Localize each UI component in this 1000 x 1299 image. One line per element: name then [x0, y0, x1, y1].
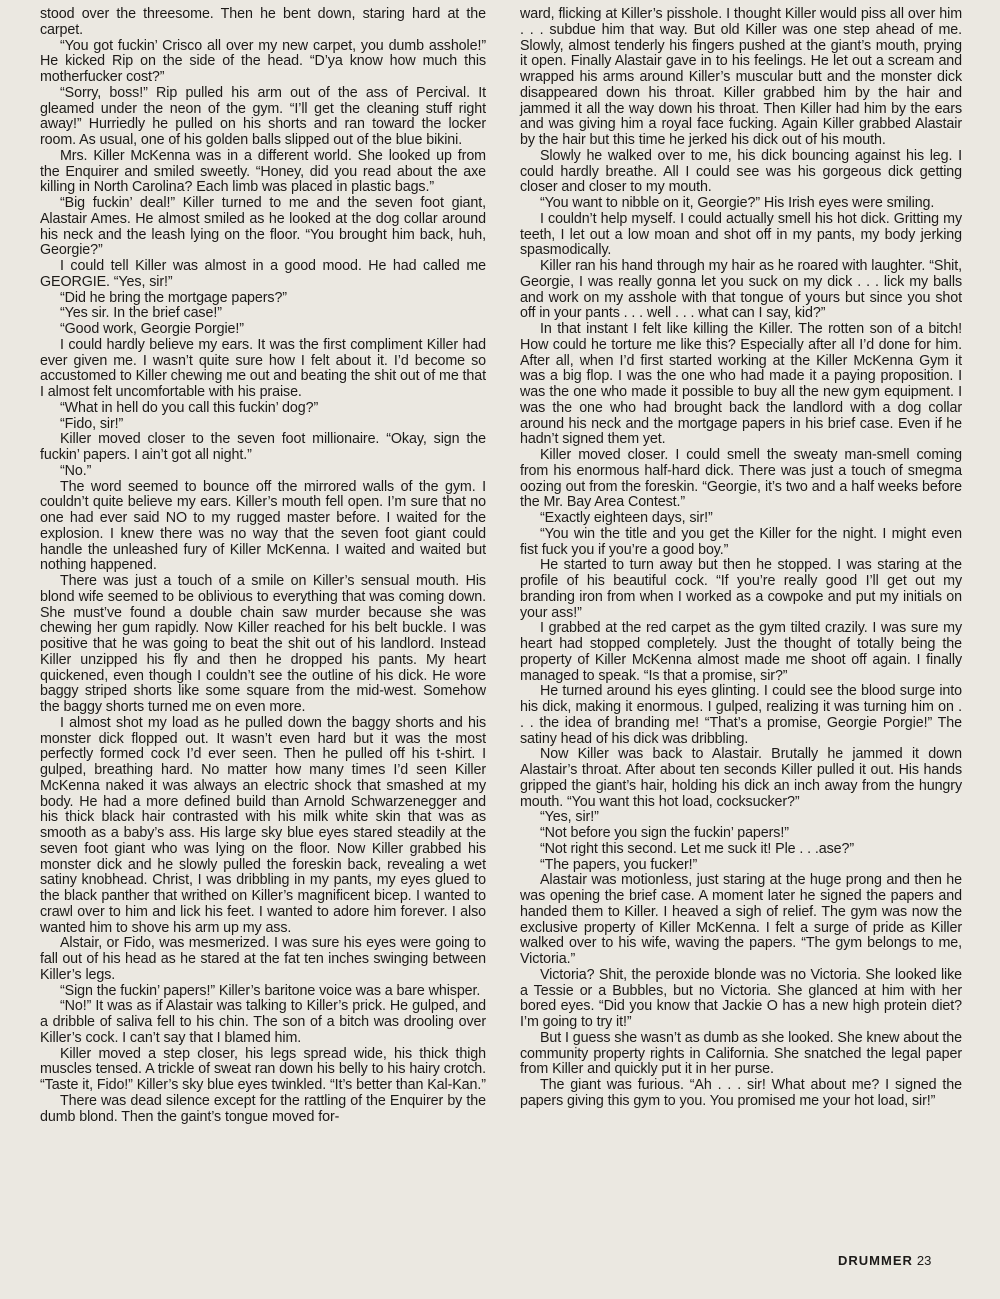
- paragraph: “Fido, sir!”: [60, 415, 124, 432]
- paragraph: “You win the title and you get the Killer for the night. I might even fist fuck you if you’re a good boy.”: [520, 525, 962, 558]
- paragraph: There was dead silence except for the rattling of the Enquirer by the dumb blond. Then the gaint’s tongue moved for-: [40, 1092, 486, 1125]
- paragraph: He started to turn away but then he stopped. I was staring at the profile of his beautiful cock. “If you’re really good I’ll get out my branding iron from when I worked as a cowpoke and put my initials on your ass!”: [520, 557, 962, 621]
- paragraph: “What in hell do you call this fuckin’ dog?”: [60, 399, 319, 416]
- paragraph: I grabbed at the red carpet as the gym tilted crazily. I was sure my heart had stopped completely. Just the thought of totally being the property of Killer McKenna almost made me shoot off again. I finally managed to speak. “Is that a promise, sir?”: [520, 620, 962, 684]
- paragraph: But I guess she wasn’t as dumb as she looked. She knew about the community property rights in California. She snatched the legal paper from Killer and quickly put it in her purse.: [520, 1029, 962, 1078]
- paragraph: “Not before you sign the fuckin’ papers!”: [540, 825, 789, 841]
- paragraph: The word seemed to bounce off the mirrored walls of the gym. I couldn’t quite believe my ears. Killer’s mouth fell open. I’m sure that no one had ever said NO to my rugged master before. I waited for the explosion. I knew there was no way that the seven foot giant could handle the unleashed fury of Killer McKenna. I waited and waited but nothing happened.: [40, 478, 486, 574]
- paragraph: I could tell Killer was almost in a good mood. He had called me GEORGIE. “Yes, sir!”: [40, 258, 486, 290]
- paragraph: He turned around his eyes glinting. I could see the blood surge into his dick, making it enormous. I gulped, realizing it was turning him on . . . the idea of branding me! “That’s a promise, Georgie Porgie!” The satiny head of his dick was dribbling.: [520, 683, 962, 747]
- paragraph: “No!” It was as if Alastair was talking to Killer’s prick. He gulped, and a dribble of saliva fell to his chin. The son of a bitch was drooling over Killer’s cock. I can’t say that I blamed him.: [40, 998, 486, 1046]
- text-column-left: [40, 7, 486, 1125]
- paragraph: Slowly he walked over to me, his dick bouncing against his leg. I could hardly breathe. All I could see was his gorgeous dick getting closer and closer to my mouth.: [520, 147, 962, 196]
- paragraph: Killer moved a step closer, his legs spread wide, his thick thigh muscles tensed. A trickle of sweat ran down his belly to his hairy crotch. “Taste it, Fido!” Killer’s sky blue eyes twinkled. “It’s better than Kal-Kan.”: [40, 1045, 486, 1093]
- paragraph: Killer moved closer. I could smell the sweaty man-smell coming from his enormous half-hard dick. There was just a touch of smegma oozing out from the foreskin. “Georgie, it’s two and a half weeks before the Mr. Bay Area Contest.”: [520, 447, 962, 511]
- paragraph: “The papers, you fucker!”: [540, 856, 698, 873]
- paragraph: In that instant I felt like killing the Killer. The rotten son of a bitch! How could he torture me like this? Especially after all I’d done for him. After all, when I’d first started working at the Killer McKenna Gym it was a big flop. I was the one who had made it a paying proposition. I was the one who made it possible to buy all the new gym equipment. I was the one who had brought back the landlord with a dog collar around his neck and the mortgage papers in his brief case. Even if he hadn’t signed them yet.: [520, 321, 962, 448]
- paragraph: I couldn’t help myself. I could actually smell his hot dick. Gritting my teeth, I let out a low moan and shot off in my pants, my body jerking spasmodically.: [520, 210, 962, 259]
- paragraph: “You got fuckin’ Crisco all over my new carpet, you dumb asshole!” He kicked Rip on the side of the head. “D’ya know how much this motherfucker cost?”: [40, 37, 486, 85]
- paragraph: Now Killer was back to Alastair. Brutally he jammed it down Alastair’s throat. After about ten seconds Killer pulled it out. His hands gripped the giant’s hair, holding his dick an inch away from the hungry mouth. “You want this hot load, cocksucker?”: [520, 746, 962, 810]
- paragraph: Mrs. Killer McKenna was in a different world. She looked up from the Enquirer and smiled sweetly. “Honey, did you read about the axe killing in North Carolina? Each limb was placed in plastic bags.”: [40, 147, 486, 196]
- paragraph: “Sorry, boss!” Rip pulled his arm out of the ass of Percival. It gleamed under the neon of the gym. “I’ll get the cleaning stuff right away!” Hurriedly he pulled on his shorts and ran toward the locker room. As usual, one of his golden balls slipped out of the blue bikini.: [40, 84, 486, 148]
- paragraph: Killer ran his hand through my hair as he roared with laughter. “Shit, Georgie, I was really gonna let you suck on my dick . . . lick my balls and work on my asshole with that tongue of yours but since you shot off in your pants . . . well . . . what can I say, kid?”: [520, 258, 962, 322]
- paragraph: Victoria? Shit, the peroxide blonde was no Victoria. She looked like a Tessie or a Bubbles, but no Victoria. She glanced at him with her bored eyes. “Did you know that Jackie O has a new high protein diet? I’m going to try it!”: [520, 966, 962, 1030]
- paragraph: “You want to nibble on it, Georgie?” His Irish eyes were smiling.: [540, 195, 935, 211]
- paragraph: I could hardly believe my ears. It was the first compliment Killer had ever given me. I wasn’t quite sure how I felt about it. I’d become so accustomed to Killer chewing me out and beating the shit out of me that I almost felt uncomfortable with his praise.: [40, 336, 486, 400]
- paragraph: “Good work, Georgie Porgie!”: [60, 321, 244, 337]
- page-number: 23: [916, 1253, 932, 1268]
- paragraph: “Exactly eighteen days, sir!”: [540, 510, 713, 526]
- magazine-name: DRUMMER: [838, 1253, 913, 1268]
- paragraph: I almost shot my load as he pulled down the baggy shorts and his monster dick flopped out. It wasn’t even hard but it was the most perfectly formed cock I’d ever seen. Then he pulled off his t-shirt. I gulped, breathing hard. No matter how many times I’d seen Killer McKenna naked it was always an electric shock that smashed at my body. He had a more defined build than Arnold Schwarzenegger and his thick black hair contrasted with his milk white skin that was as smooth as a baby’s ass. His large sky blue eyes stared steadily at the seven foot giant who was lying on the floor. Now Killer grabbed his monster dick and he slowly pulled the foreskin back, revealing a wet satiny knobhead. Christ, I was dribbling in my pants, my eyes glued to the black panther that writhed on Killer’s magnificent bicep. I wanted to crawl over to him and lick his feet. I wanted to adore him forever. I also wanted him to shove his arm up my ass.: [40, 714, 486, 936]
- paragraph: Killer moved closer to the seven foot millionaire. “Okay, sign the fuckin’ papers. I ain’t got all night.”: [40, 431, 486, 463]
- paragraph: “No.”: [60, 462, 92, 479]
- paragraph: “Not right this second. Let me suck it! Ple . . .ase?”: [540, 840, 855, 857]
- paragraph: The giant was furious. “Ah . . . sir! What about me? I signed the papers giving this gym to you. You promised me your hot load, sir!”: [520, 1077, 962, 1109]
- paragraph: “Big fuckin’ deal!” Killer turned to me and the seven foot giant, Alastair Ames. He almost smiled as he looked at the dog collar around his neck and the leash lying on the floor. “You brought him back, huh, Georgie?”: [40, 195, 486, 259]
- paragraph: stood over the threesome. Then he bent down, staring hard at the carpet.: [40, 6, 486, 38]
- paragraph: Alstair, or Fido, was mesmerized. I was sure his eyes were going to fall out of his head as he stared at the fat ten inches swinging between Killer’s legs.: [40, 935, 486, 983]
- paragraph: “Did he bring the mortgage papers?”: [60, 289, 287, 306]
- paragraph: ward, flicking at Killer’s pisshole. I thought Killer would piss all over him . . . subdue him that way. But old Killer was one step ahead of me. Slowly, almost tenderly his fingers pushed at the giant’s mouth, prying it open. Finally Alastair gave in to his feelings. He let out a scream and wrapped his arms around Killer’s muscular butt and the monster dick disappeared down his throat. Killer grabbed him by the hair and jammed it all the way down his throat. Then Killer had him by the ears and was giving him a royal face fucking. Again Killer grabbed Alastair by the hair but this time he jerked his dick out of his mouth.: [520, 6, 962, 148]
- paragraph: “Yes, sir!”: [540, 809, 599, 826]
- paragraph: There was just a touch of a smile on Killer’s sensual mouth. His blond wife seemed to be oblivious to everything that was coming down. She must’ve found a double chain saw murder because she was chewing her gum rapidly. Now Killer reached for his belt buckle. I was positive that he was going to beat the shit out of his landlord. Instead Killer unzipped his fly and then he dropped his pants. My heart quickened, even though I couldn’t see the outline of his dick. He wore baggy striped shorts like some square from the mid-west. Somehow the baggy shorts turned me on even more.: [40, 573, 486, 715]
- page-footer: [838, 1253, 931, 1268]
- paragraph: Alastair was motionless, just staring at the huge prong and then he was opening the brief case. A moment later he signed the papers and handed them to Killer. I heaved a sigh of relief. The gym was now the exclusive property of Killer McKenna. I felt a surge of pride as Killer walked over to his wife, waving the papers. “The gym belongs to me, Victoria.”: [520, 872, 962, 967]
- text-column-right: [520, 7, 962, 1110]
- paragraph: “Sign the fuckin’ papers!” Killer’s baritone voice was a bare whisper.: [60, 982, 481, 999]
- paragraph: “Yes sir. In the brief case!”: [60, 305, 222, 322]
